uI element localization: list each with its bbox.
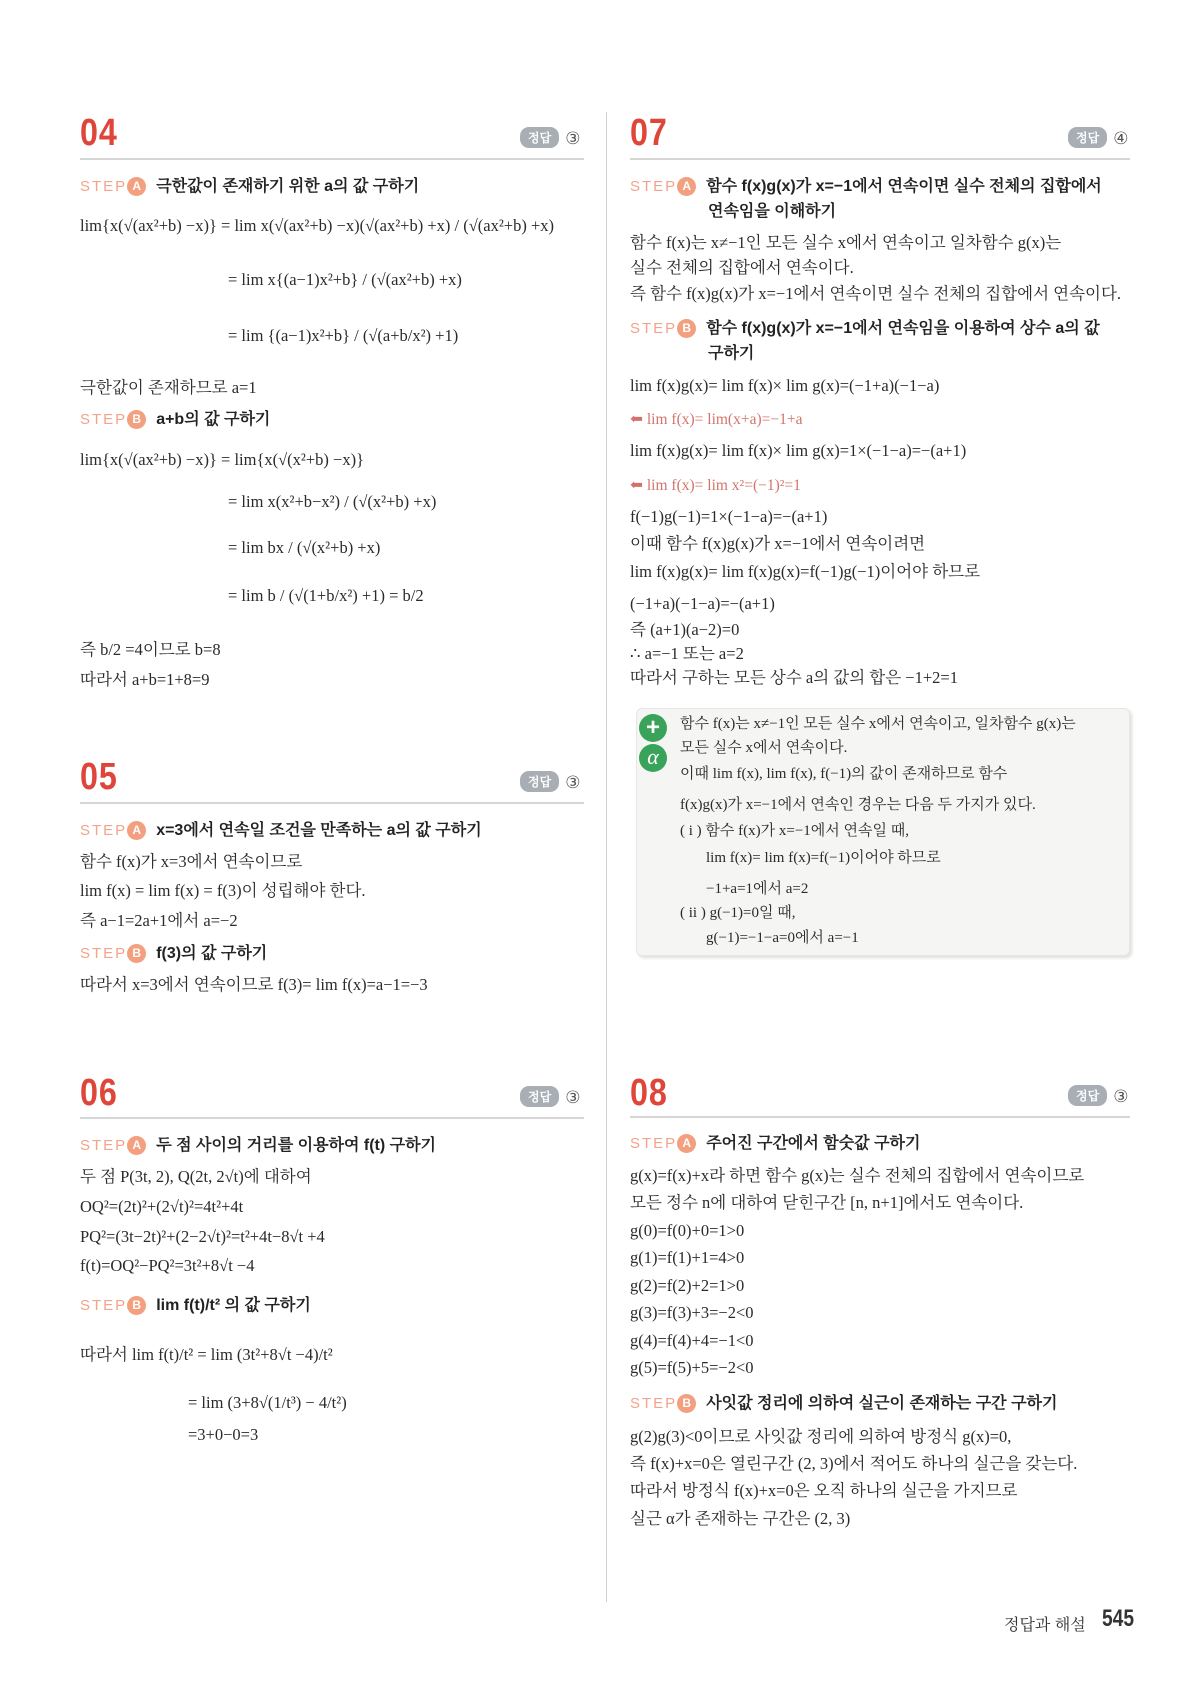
box-line: 함수 f(x)는 x≠−1인 모든 실수 x에서 연속이고, 일차함수 g(x)는 [680, 716, 1076, 732]
math-line: lim f(x)g(x)= lim f(x)× lim g(x)=1×(−1−a)=−(a+1) [630, 441, 967, 460]
page-number: 545 [1102, 1605, 1135, 1632]
math-line: lim f(x)g(x)= lim f(x)g(x)=f(−1)g(−1)이어야 하므로 [630, 562, 981, 581]
math-line: 이때 함수 f(x)g(x)가 x=−1에서 연속이려면 [630, 534, 926, 553]
math-line: 따라서 구하는 모든 상수 a의 값의 합은 −1+2=1 [630, 668, 958, 687]
math-line: 즉 a−1=2a+1에서 a=−2 [80, 911, 238, 930]
math-line: g(4)=f(4)+4=−1<0 [630, 1331, 754, 1350]
math-line: 즉 b/2 =4이므로 b=8 [80, 640, 221, 659]
math-line: 실근 α가 존재하는 구간은 (2, 3) [630, 1509, 851, 1528]
box-line: ( ii ) g(−1)=0일 때, [680, 905, 796, 921]
math-line: 즉 f(x)+x=0은 열린구간 (2, 3)에서 적어도 하나의 실근을 갖는다. [630, 1454, 1078, 1473]
math-line: f(−1)g(−1)=1×(−1−a)=−(a+1) [630, 507, 828, 526]
answer-badge [520, 127, 580, 149]
math-line: g(2)g(3)<0이므로 사잇값 정리에 의하여 방정식 g(x)=0, [630, 1427, 1012, 1446]
hint-line: ⬅ lim f(x)= lim x²=(−1)²=1 [630, 477, 801, 494]
math-line: lim{x(√(ax²+b) −x)} = lim{x(√(x²+b) −x)} [80, 450, 364, 469]
answer-value: ④ [1113, 129, 1129, 148]
box-line: lim f(x)= lim f(x)=f(−1)이어야 하므로 [706, 850, 941, 866]
step-a-heading: STEP A 함수 f(x)g(x)가 x=−1에서 연속이면 실수 전체의 집합에서 [630, 178, 1102, 195]
math-line: lim{x(√(ax²+b) −x)} = lim x(√(ax²+b) −x)(√(ax²+b) +x) / (√(ax²+b) +x) [80, 216, 555, 235]
math-line: 실수 전체의 집합에서 연속이다. [630, 258, 854, 277]
math-line: 두 점 P(3t, 2), Q(2t, 2√t)에 대하여 [80, 1167, 312, 1186]
step-b-heading: STEP B 사잇값 정리에 의하여 실근이 존재하는 구간 구하기 [630, 1395, 1058, 1412]
math-line: g(2)=f(2)+2=1>0 [630, 1276, 745, 1295]
step-a-heading: STEP A x=3에서 연속일 조건을 만족하는 a의 값 구하기 [80, 822, 482, 839]
answer-value: ③ [565, 773, 581, 792]
box-line: −1+a=1에서 a=2 [706, 881, 809, 897]
math-line: = lim x{(a−1)x²+b} / (√(ax²+b) +x) [228, 270, 462, 289]
section-rule [80, 802, 584, 804]
answer-label: 정답 [1068, 1085, 1107, 1106]
math-line: (−1+a)(−1−a)=−(a+1) [630, 594, 775, 613]
answer-value: ③ [565, 129, 581, 148]
problem-number: 06 [80, 1072, 118, 1114]
math-line: 극한값이 존재하므로 a=1 [80, 378, 257, 397]
math-line: = lim {(a−1)x²+b} / (√(a+b/x²) +1) [228, 326, 459, 345]
plus-alpha-icon: + α [639, 714, 669, 774]
math-line: 따라서 x=3에서 연속이므로 f(3)= lim f(x)=a−1=−3 [80, 975, 428, 994]
math-line: ∴ a=−1 또는 a=2 [630, 644, 744, 663]
math-line: = lim x(x²+b−x²) / (√(x²+b) +x) [228, 492, 437, 511]
math-line: g(5)=f(5)+5=−2<0 [630, 1358, 754, 1377]
math-line: = lim b / (√(1+b/x²) +1) = b/2 [228, 586, 424, 605]
math-line: g(x)=f(x)+x라 하면 함수 g(x)는 실수 전체의 집합에서 연속이므로 [630, 1166, 1085, 1185]
step-a-heading: STEP A 두 점 사이의 거리를 이용하여 f(t) 구하기 [80, 1137, 437, 1154]
box-line: ( i ) 함수 f(x)가 x=−1에서 연속일 때, [680, 823, 909, 839]
step-b-heading: STEP B f(3)의 값 구하기 [80, 945, 268, 962]
problem-number: 08 [630, 1072, 668, 1114]
box-line: 이때 lim f(x), lim f(x), f(−1)의 값이 존재하므로 함수 [680, 766, 1008, 782]
answer-label: 정답 [520, 771, 559, 792]
answer-label: 정답 [520, 1086, 559, 1107]
answer-badge [1068, 127, 1128, 149]
answer-badge [520, 1086, 580, 1108]
box-line: 모든 실수 x에서 연속이다. [680, 740, 848, 756]
problem-number: 04 [80, 112, 118, 154]
answer-value: ③ [565, 1088, 581, 1107]
footer-text: 정답과 해설 [1004, 1617, 1086, 1634]
column-divider [606, 112, 607, 1602]
step-b-heading: STEP B a+b의 값 구하기 [80, 411, 271, 428]
math-line: =3+0−0=3 [188, 1425, 259, 1444]
step-b-heading: STEP B 함수 f(x)g(x)가 x=−1에서 연속임을 이용하여 상수 a의 값 [630, 320, 1100, 337]
math-line: lim f(x) = lim f(x) = f(3)이 성립해야 한다. [80, 881, 366, 900]
problem-number: 05 [80, 756, 118, 798]
math-line: g(1)=f(1)+1=4>0 [630, 1248, 745, 1267]
box-line: g(−1)=−1−a=0에서 a=−1 [706, 930, 859, 946]
answer-value: ③ [1113, 1087, 1129, 1106]
answer-label: 정답 [1068, 127, 1107, 148]
math-line: f(t)=OQ²−PQ²=3t²+8√t −4 [80, 1256, 255, 1275]
math-line: 따라서 방정식 f(x)+x=0은 오직 하나의 실근을 가지므로 [630, 1481, 1018, 1500]
math-line: 함수 f(x)는 x≠−1인 모든 실수 x에서 연속이고 일차함수 g(x)는 [630, 233, 1062, 252]
math-line: 즉 (a+1)(a−2)=0 [630, 620, 740, 639]
problem-number: 07 [630, 112, 668, 154]
math-line: 따라서 lim f(t)/t² = lim (3t²+8√t −4)/t² [80, 1345, 333, 1364]
math-line: = lim bx / (√(x²+b) +x) [228, 538, 381, 557]
section-rule [80, 1117, 584, 1119]
step-b-heading: STEP B lim f(t)/t² 의 값 구하기 [80, 1297, 311, 1314]
answer-badge [1068, 1085, 1128, 1107]
math-line: g(3)=f(3)+3=−2<0 [630, 1303, 754, 1322]
step-b-heading-cont: 구하기 [708, 345, 755, 362]
step-a-heading-cont: 연속임을 이해하기 [708, 203, 837, 220]
math-line: 함수 f(x)가 x=3에서 연속이므로 [80, 852, 303, 871]
math-line: g(0)=f(0)+0=1>0 [630, 1221, 745, 1240]
math-line: 따라서 a+b=1+8=9 [80, 670, 210, 689]
section-rule [630, 158, 1130, 160]
answer-label: 정답 [520, 127, 559, 148]
box-line: f(x)g(x)가 x=−1에서 연속인 경우는 다음 두 가지가 있다. [680, 797, 1036, 813]
answer-badge [520, 771, 580, 793]
math-line: lim f(x)g(x)= lim f(x)× lim g(x)=(−1+a)(−1−a) [630, 376, 940, 395]
math-line: OQ²=(2t)²+(2√t)²=4t²+4t [80, 1197, 244, 1216]
math-line: 즉 함수 f(x)g(x)가 x=−1에서 연속이면 실수 전체의 집합에서 연속이다. [630, 284, 1122, 303]
step-a-heading: STEP A 극한값이 존재하기 위한 a의 값 구하기 [80, 178, 420, 195]
math-line: = lim (3+8√(1/t³) − 4/t²) [188, 1393, 347, 1412]
math-line: 모든 정수 n에 대하여 닫힌구간 [n, n+1]에서도 연속이다. [630, 1193, 1024, 1212]
section-rule [80, 158, 584, 160]
hint-line: ⬅ lim f(x)= lim(x+a)=−1+a [630, 411, 803, 428]
step-a-heading: STEP A 주어진 구간에서 함숫값 구하기 [630, 1135, 921, 1152]
section-rule [630, 1116, 1130, 1118]
math-line: PQ²=(3t−2t)²+(2−2√t)²=t²+4t−8√t +4 [80, 1227, 325, 1246]
